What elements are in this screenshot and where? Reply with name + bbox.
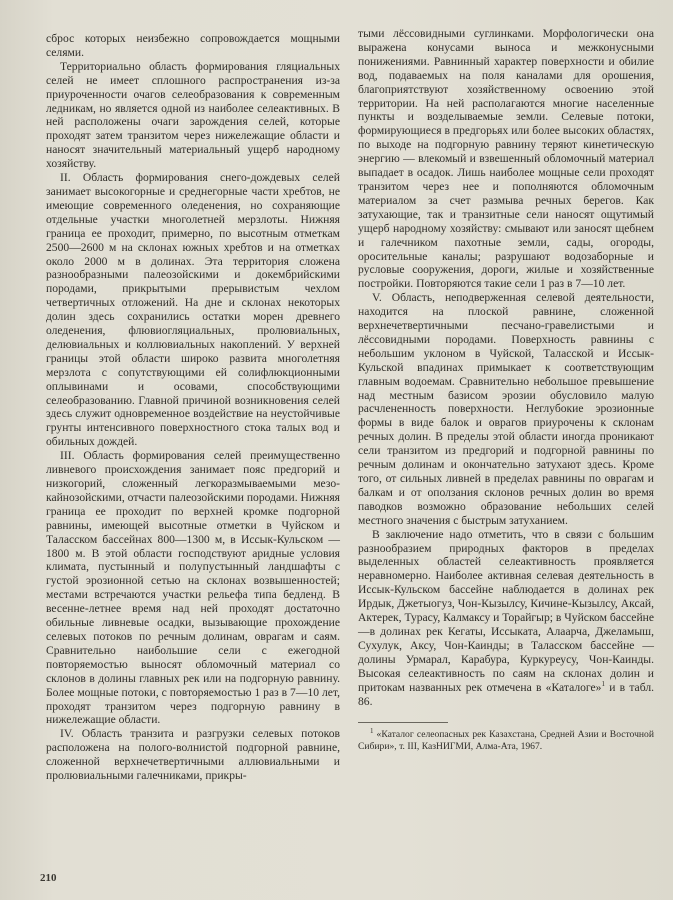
paragraph: IV. Область транзита и разгрузки селевых потоков расположена на полого-волнистой подгорной равнине, сложенной верхнечетвертичными аллювиальными и пролювиальными галечниками, прикры- xyxy=(46,727,340,783)
paragraph-text-end: и в табл. 86. xyxy=(358,680,654,708)
paragraph xyxy=(358,528,654,709)
paragraph: Территориально область формирования гляциальных селей не имеет сплошного распространения из-за приуроченности очагов селеобразования к современным ледникам, но является одной из наиболее селеактивных. В ней расположены очаги зарождения селей, которые проходят затем транзитом через нижележащие области и наносят значительный материальный ущерб народному хозяйству. xyxy=(46,59,340,171)
page-number: 210 xyxy=(40,872,57,884)
right-column xyxy=(358,27,654,753)
paragraph-text: В заключение надо отметить, что в связи с большим разнообразием природных факторов в пределах выделенных областей селеактивность проявляется неравномерно. Наиболее активная селевая деятельность в Иссык-Кульском бассейне наблюдается в долинах рек Ирдык, Джетыогуз, Чон-Кызылсу, Кичине-Кызылсу, Аксай, Актерек, Турасу, Калмаксу и Торайгыр; в Чуйском бассейне—в долинах рек Кегаты, Иссыката, Алаарча, Джеламыш, Сухулук, Аксу, Чон-Каинды; в Таласском бассейне — долины Урмарал, Карабура, Куркуреусу, Чон-Каинды. Высокая селеактивность по саям на склонах долин и притокам названных рек отмечена в «Каталоге» xyxy=(358,527,654,694)
footnote-divider xyxy=(358,722,448,723)
paragraph: III. Область формирования селей преимущественно ливневого происхождения занимает пояс предгорий и низкогорий, сложенный легкоразмываемыми мезо-кайнозойскими, отчасти палеозойскими породами. Нижняя граница ее проходит по верхней кромке подгорной равнины, имеющей высотные отметки в Чуйском и Таласском бассейнах 800—1300 м, в Иссык-Кульском — 1800 м. В этой области господствуют аридные условия климата, пустынный и полупустынный ландшафты с густой эрозионной сетью на склонах возвышенностей; местами встречаются участки рельефа типа бедленд. В весенне-летнее время над ней проходят достаточно обильные ливневые осадки, вызывающие прохождение селевых потоков по речным долинам, оврагам и саям. Сравнительно наибольшие сели с ежегодной повторяемостью выносят обломочный материал со склонов в долины главных рек или на подгорную равнину. Более мощные потоки, с повторяемостью 1 раз в 7—10 лет, проходят транзитом через подгорную равнину в нижележащие области. xyxy=(46,449,340,727)
footnote-reference: 1 xyxy=(601,679,605,688)
paragraph: сброс которых неизбежно сопровождается мощными селями. xyxy=(46,32,340,59)
paragraph: тыми лёссовидными суглинками. Морфологически она выражена конусами выноса и межконусными понижениями. Равнинный характер поверхности и обилие вод, подаваемых на поля каналами для орошения, благоприятствуют хозяйственному освоению этой территории. На ней располагаются многие населенные пункты и возделываемые земли. Селевые потоки, формирующиеся в предгорьях или более высоких областях, по выходе на подгорную равнину теряют кинетическую энергию — влекомый и взвешенный обломочный материал выпадает в осадок. Лишь наиболее мощные сели проходят транзитом через нее и пополняются обломочным материалом за счет размыва речных берегов. Как затухающие, так и транзитные сели наносят ощутимый ущерб народному хозяйству: смывают или заносят щебнем и галечником пахотные земли, сады, огороды, оросительные каналы; разрушают водозаборные и русловые сооружения, дороги, жилые и хозяйственные постройки. Повторяются такие сели 1 раз в 7—10 лет. xyxy=(358,27,654,291)
paragraph: II. Область формирования снего-дождевых селей занимает высокогорные и среднегорные части хребтов, не имеющие современного оледенения, но сохраняющие отдельные участки многолетней мерзлоты. Нижняя граница ее проходит, примерно, по высотным отметкам 2500—2600 м на склонах южных хребтов и на отметках около 2000 м в долинах. Эта территория сложена разнообразными палеозойскими и докембрийскими породами, прикрытыми прерывистым чехлом четвертичных отложений. На дне и склонах некоторых долин здесь сохранились остатки морен древнего оледенения, флювиогляциальных, пролювиальных, делювиальных и коллювиальных накоплений. У верхней границы этой области широко развита многолетняя мерзлота с сопутствующими ей солифлюкционными оплывинами и осовами, способствующими селеобразованию. Главной причиной возникновения селей здесь служит одновременное воздействие на неустойчивые грунты интенсивного поверхностного стока талых вод и обильных дождей. xyxy=(46,171,340,449)
footnote xyxy=(358,729,654,753)
footnote-marker: 1 xyxy=(370,727,374,736)
left-column xyxy=(46,32,340,783)
paragraph: V. Область, неподверженная селевой деятельности, находится на плоской равнине, сложенной верхнечетвертичными песчано-гравелистыми и лёссовидными породами. Поверхность равнины с небольшим уклоном в Чуйской, Таласской и Иссык-Кульской впадинах примыкает к соответствующим главным водоемам. Сравнительно небольшое превышение над местным базисом эрозии обусловило малую расчлененность поверхности. Неглубокие эрозионные формы в виде балок и оврагов приурочены к склонам речных долин. В пределы этой области иногда проникают сели транзитом из предгорий и подгорной равнины по речным долинам и окончательно затухают здесь. Кроме того, от сильных ливней в пределах равнины по оврагам и балкам и от оползания склонов речных долин во время паводков возможно образование небольших селей местного значения с быстрым затуханием. xyxy=(358,291,654,527)
footnote-text: «Каталог селеопасных рек Казахстана, Средней Азии и Восточной Сибири», т. III, КазНИГМИ, Алма-Ата, 1967. xyxy=(358,729,654,753)
